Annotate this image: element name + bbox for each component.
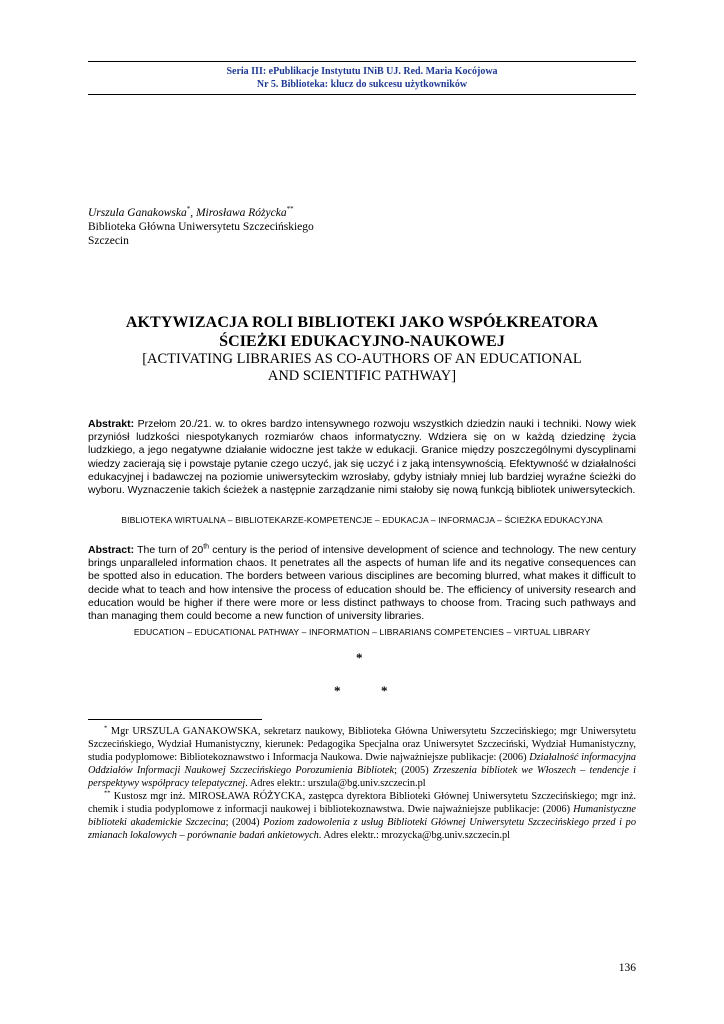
- footnotes: [88, 725, 636, 842]
- footnote-2-text-b: ; (2004): [225, 817, 264, 828]
- footnote-2-publication-1: Humanistyczne biblioteki akademickie Szczecina: [88, 804, 636, 828]
- keywords-en: EDUCATION – EDUCATIONAL PATHWAY – INFORMATION – LIBRARIANS COMPETENCIES – VIRTUAL LIBRARY: [133, 627, 591, 637]
- paper-title: [88, 313, 636, 385]
- footnote-1-text-b: ; (2005): [394, 765, 433, 776]
- series-line-1: Seria III: ePublikacje Instytutu INiB UJ. Red. Maria Kocójowa: [226, 66, 498, 77]
- keywords-pl: BIBLIOTEKA WIRTUALNA – BIBLIOTEKARZE-KOMPETENCJE – EDUKACJA – INFORMACJA – ŚCIEŻKA EDUKACYJNA: [121, 515, 603, 525]
- footnote-1-email: . Adres elektr.: urszula@bg.univ.szczecin.pl: [245, 778, 426, 789]
- author-separator: ,: [190, 207, 196, 219]
- abstract-pl: [88, 418, 636, 497]
- city: Szczecin: [88, 235, 129, 247]
- footnote-1-text: Mgr URSZULA GANAKOWSKA, sekretarz naukowy, Biblioteka Główna Uniwersytetu Szczecińskiego; mgr Uniwersytetu Szczecińskiego, Wydział Humanistyczny, kierunek: Pedagogika Specjalna oraz Uniwersytet Szczeciński, Wydział Humanistyczny, studia podyplomowe: Bibliotekoznawstwo i Informacja Naukowa. Dwie najważniejsze publikacje: (2006): [88, 726, 636, 763]
- footnote-1-publication-2: Zrzeszenia bibliotek we Włoszech – tendencje i perspektywy współpracy telepatycznej: [88, 765, 636, 789]
- footnote-2-text: Kustosz mgr inż. MIROSŁAWA RÓŻYCKA, zastępca dyrektora Biblioteki Głównej Uniwersytetu Szczecińskiego; mgr inż. chemik i studia podyplomowe z informacji naukowej i bibliotekoznawstwa. Dwie najważniejsze publikacje: (2006): [88, 791, 636, 815]
- footnote-1: [88, 725, 636, 790]
- title-en-line-2: AND SCIENTIFIC PATHWAY]: [267, 368, 457, 384]
- abstract-pl-label: Abstrakt:: [88, 418, 135, 430]
- author-1-footnote-mark: *: [186, 205, 191, 214]
- abstract-en-label: Abstract:: [88, 544, 135, 556]
- separator-star-right: *: [381, 683, 388, 698]
- abstract-pl-text: Przełom 20./21. w. to okres bardzo intensywnego rozwoju wszystkich dziedzin nauki i techniki. Nowy wiek przyniósł ludzkości niespotykanych rozmiarów chaos informatyczny. Wdziera się on w każdą dziedzinę życia ludzkiego, a jego negatywne działanie widoczne jest także w edukacji. Granice między poszczególnymi dyscyplinami wiedzy zacierają się i powstaje pytanie czego uczyć, jak się uczyć i z jaką intensywnością. Efektywność w działalności edukacyjnej i badawczej na poziomie uniwersyteckim wzrosłaby, gdyby istniały mniej lub bardziej wyraźne ścieżki do wyboru. Wyznaczenie takich ścieżek a następnie zarządzanie nimi stałoby się nową funkcją bibliotek uniwersyteckich.: [88, 418, 636, 497]
- separator-star-left: *: [334, 683, 341, 698]
- affiliation: Biblioteka Główna Uniwersytetu Szczecińskiego: [88, 221, 314, 233]
- title-pl-line-1: AKTYWIZACJA ROLI BIBLIOTEKI JAKO WSPÓŁKREATORA: [125, 314, 599, 331]
- abstract-en-text-a: The turn of 20: [134, 544, 204, 556]
- abstract-en-superscript: th: [203, 543, 210, 551]
- separator-star-top: *: [356, 650, 363, 665]
- footnote-1-mark: *: [104, 724, 108, 732]
- series-line-2: Nr 5. Biblioteka: klucz do sukcesu użytkowników: [256, 79, 468, 90]
- footnote-2-publication-2: Poziom zadowolenia z usług Biblioteki Głównej Uniwersytetu Szczecińskiego przed i po zmianach lokalowych – porównanie badań ankietowych: [88, 817, 636, 841]
- footnote-2: [88, 790, 636, 842]
- header-bottom-rule: [88, 94, 636, 95]
- footnote-rule: [88, 719, 262, 720]
- title-pl-line-2: ŚCIEŻKI EDUKACYJNO-NAUKOWEJ: [219, 333, 505, 350]
- abstract-en-text-b: century is the period of intensive development of science and technology. The new century brings unparalleled information chaos. It penetrates all the aspects of human life and its negative consequences can be spotted also in education. The borders between various disciplines are becoming blurred, what makes it difficult to decide what to teach and how intensive the process of education should be. The efficiency of university research and education would be higher if there were more or less distinct pathways to choose from. Tracing such pathways and than managing them could become a new function of university libraries.: [88, 544, 636, 623]
- author-1-name: Urszula Ganakowska: [88, 207, 187, 219]
- author-2-name: Mirosława Różycka: [195, 207, 287, 219]
- footnote-1-publication-1: Działalność informacyjna Oddziałów Informacji Naukowej Szczecińskiego Porozumienia Bibliotek: [88, 752, 636, 776]
- page-number: 136: [618, 962, 636, 974]
- footnote-2-mark: **: [104, 789, 111, 797]
- abstract-en: [88, 544, 636, 623]
- author-block: [88, 206, 628, 248]
- footnote-2-email: . Adres elektr.: mrozycka@bg.univ.szczecin.pl: [318, 830, 511, 841]
- author-2-footnote-mark: **: [286, 205, 294, 214]
- title-en-line-1: [ACTIVATING LIBRARIES AS CO-AUTHORS OF AN EDUCATIONAL: [142, 351, 582, 367]
- author-names: [88, 206, 628, 220]
- header-top-rule: [88, 61, 636, 62]
